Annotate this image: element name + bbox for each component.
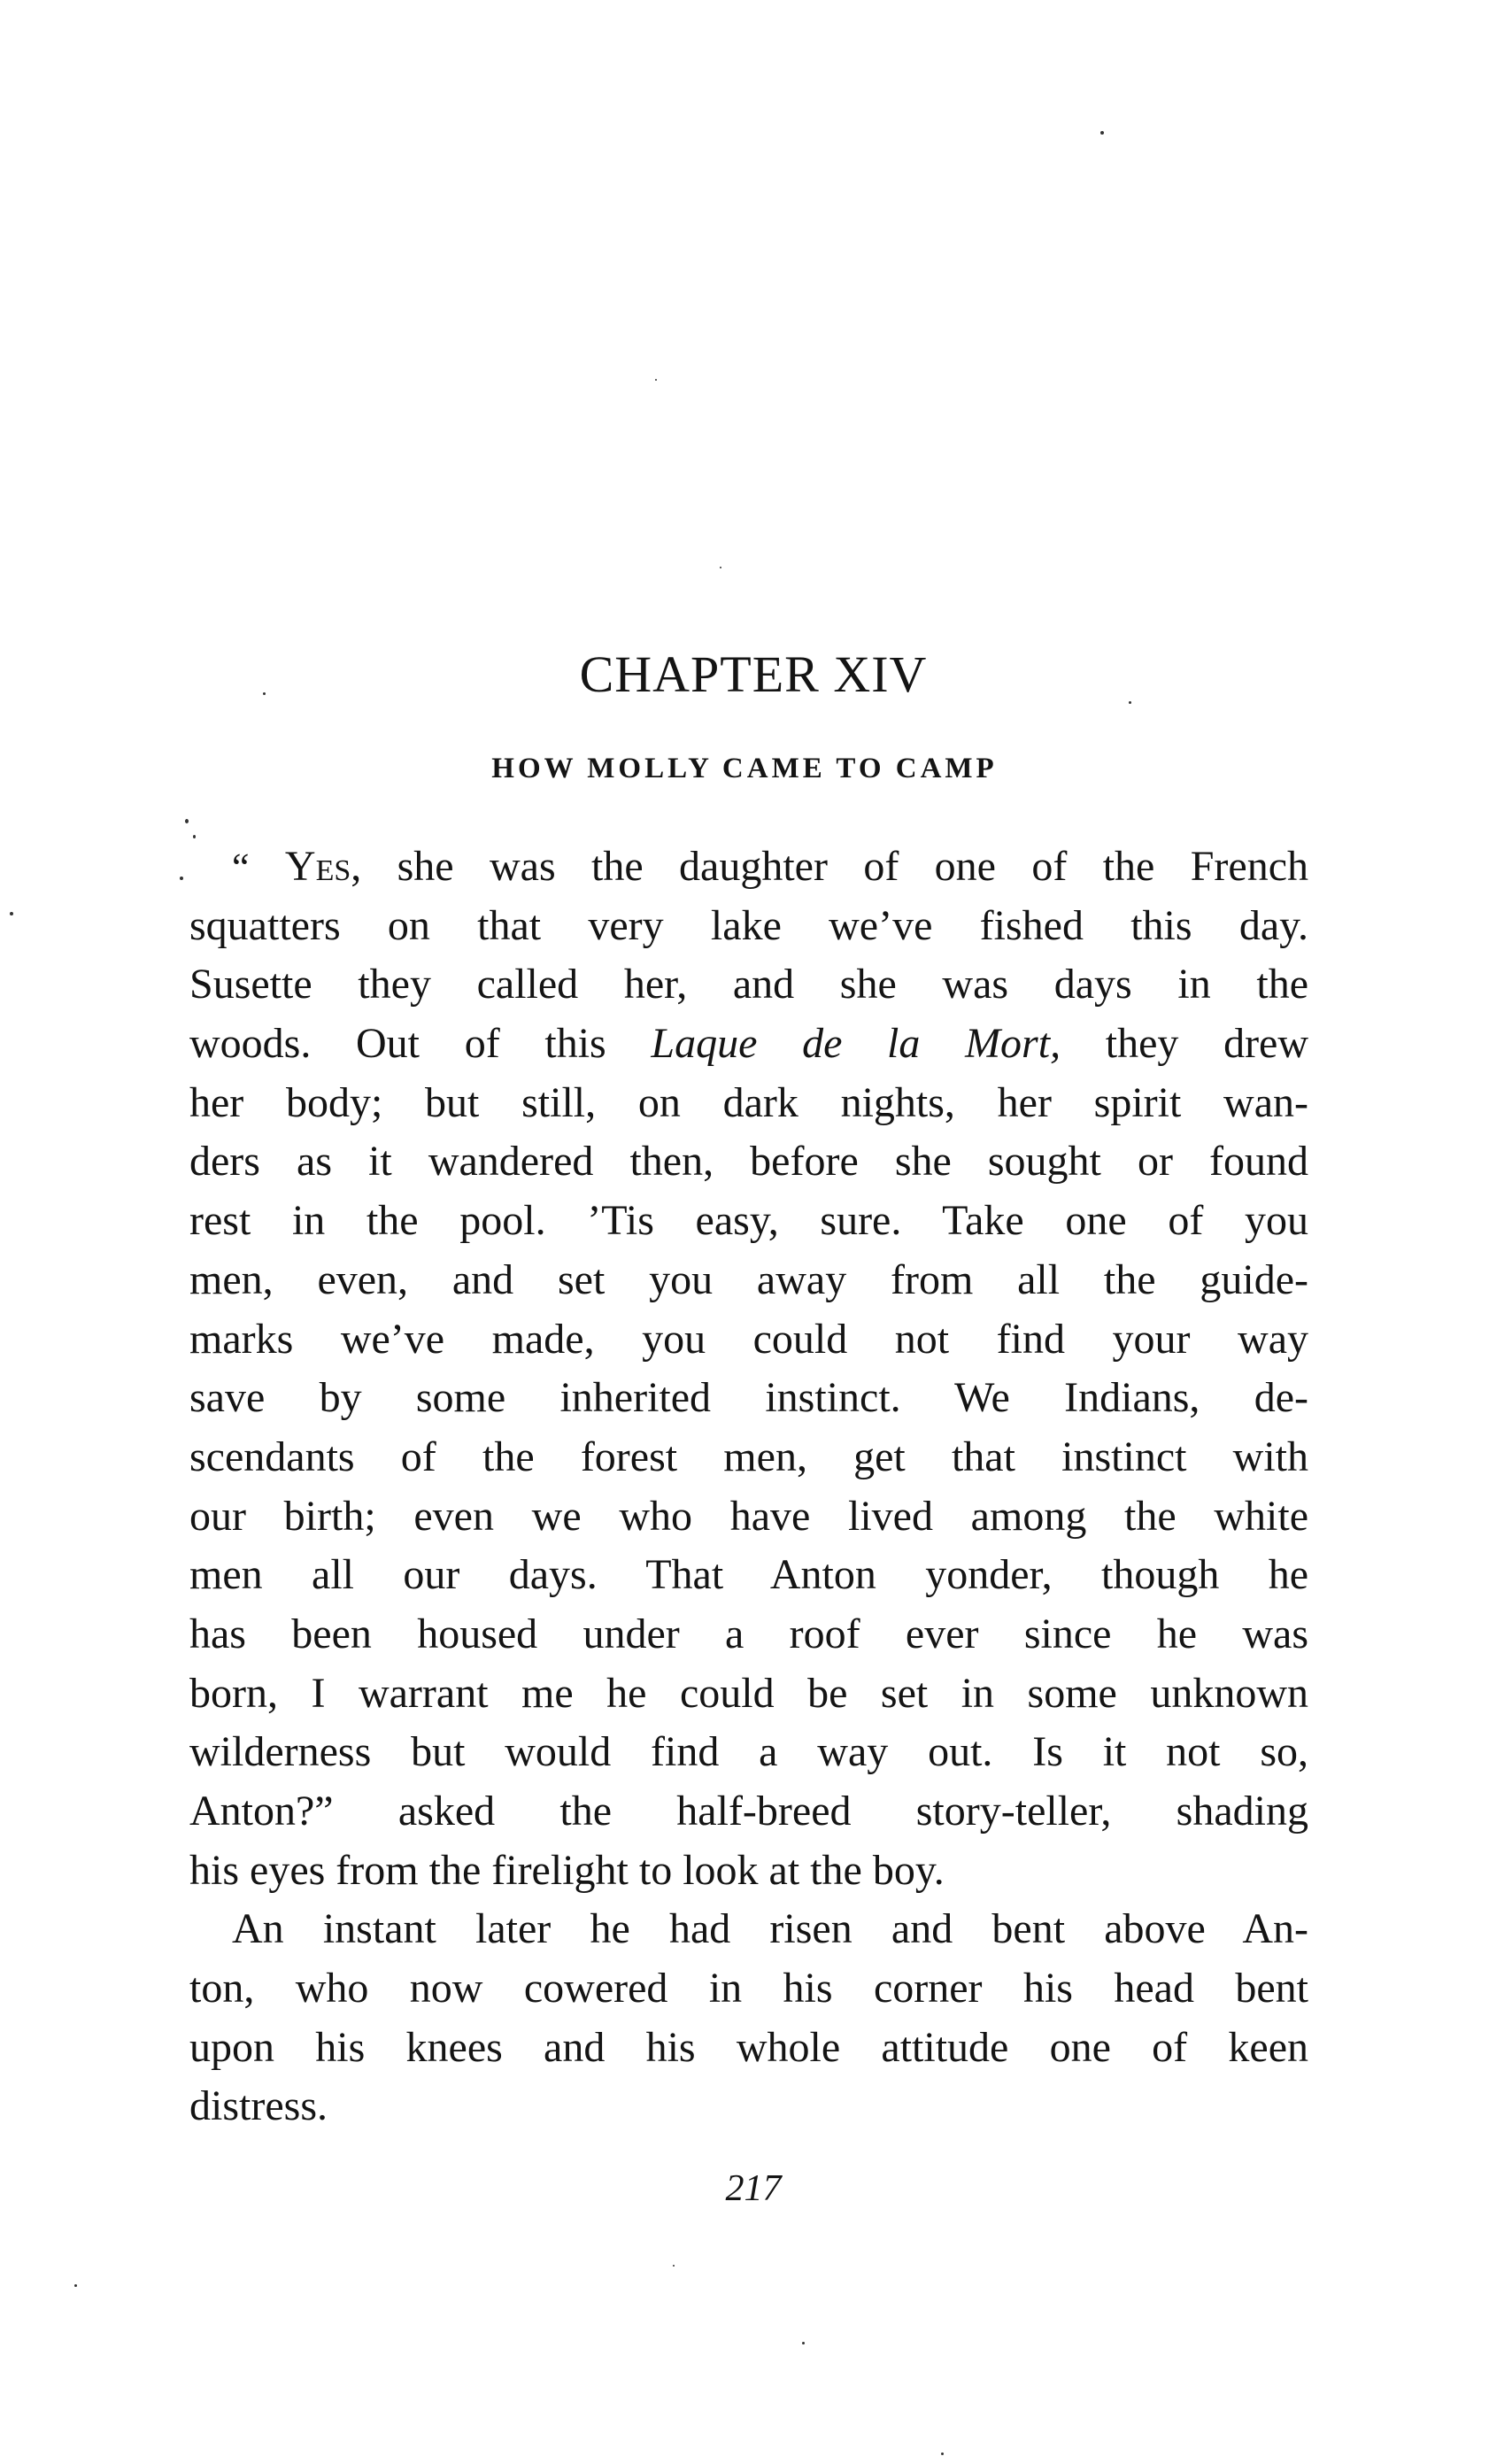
text-line: save by some inherited instinct. We Indians, de-: [189, 1374, 1308, 1422]
scan-speck: [720, 567, 721, 568]
text-line: marks we’ve made, you could not find your way: [189, 1315, 1308, 1363]
text-line: ton, who now cowered in his corner his head bent: [189, 1965, 1308, 2012]
scan-speck: [673, 2265, 675, 2267]
text-line: scendants of the forest men, get that instinct with: [189, 1433, 1308, 1480]
text-line: born, I warrant me he could be set in some unknown: [189, 1669, 1308, 1717]
text-line: ders as it wandered then, before she sought or found: [189, 1138, 1308, 1186]
scan-speck: [180, 877, 183, 880]
text-line: squatters on that very lake we’ve fished this day.: [189, 901, 1308, 949]
text-line: woods. Out of this Laque de la Mort, they drew: [189, 1020, 1309, 1068]
text-line: men, even, and set you away from all the guide-: [189, 1255, 1308, 1303]
text-line: his eyes from the firelight to look at the boy.: [189, 1846, 945, 1894]
text-line: upon his knees and his whole attitude one of keen: [189, 2023, 1308, 2071]
paragraph-1: [189, 838, 1308, 1900]
page-number: 217: [725, 2168, 782, 2209]
scan-speck: [185, 819, 189, 823]
opening-quote: “: [232, 846, 250, 889]
chapter-title: CHAPTER XIV: [579, 645, 928, 703]
scan-speck: [1100, 131, 1104, 135]
chapter-subtitle: HOW MOLLY CAME TO CAMP: [491, 753, 998, 784]
text-line: her body; but still, on dark nights, her spirit wan-: [189, 1078, 1308, 1126]
scan-speck: [941, 2452, 944, 2455]
text-line: has been housed under a roof ever since he was: [189, 1610, 1308, 1657]
text-line: men all our days. That Anton yonder, though he: [189, 1551, 1308, 1599]
italic-place-name: Laque de la Mort,: [651, 1020, 1061, 1068]
chapter-body: [189, 838, 1308, 2136]
scan-speck: [655, 379, 657, 381]
scan-speck: [10, 912, 13, 915]
text-line: Susette they called her, and she was days in the: [189, 961, 1308, 1008]
text-line: our birth; even we who have lived among the white: [189, 1492, 1308, 1540]
text-line: An instant later he had risen and bent above An-: [232, 1905, 1308, 1953]
drop-word: Yes: [284, 843, 351, 890]
text-line: distress.: [189, 2082, 328, 2130]
text-line: rest in the pool. ’Tis easy, sure. Take one of you: [189, 1197, 1308, 1245]
text-line: Anton?” asked the half-breed story-teller, shading: [189, 1788, 1308, 1834]
scan-speck: [74, 2284, 77, 2287]
text-line: wilderness but would find a way out. Is it not so,: [189, 1728, 1308, 1776]
text-line: “ Yes, she was the daughter of one of the French: [232, 843, 1309, 890]
paragraph-2: [189, 1900, 1308, 2136]
scan-speck: [802, 2342, 805, 2344]
